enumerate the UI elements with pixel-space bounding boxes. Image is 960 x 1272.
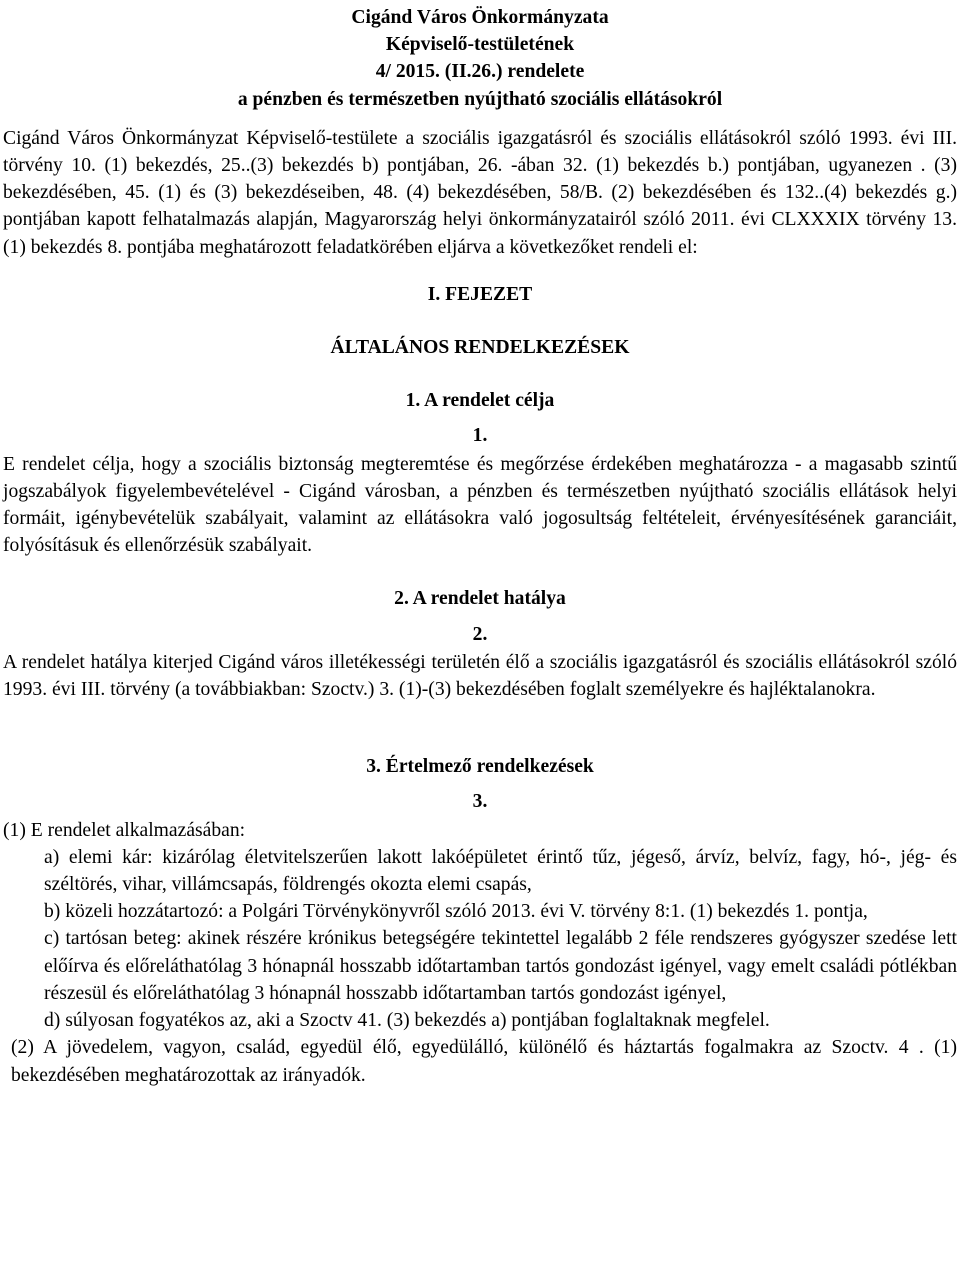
definition-item-b: b) közeli hozzátartozó: a Polgári Törvénykönyvről szóló 2013. évi V. törvény 8:1. (1) bekezdés 1. pontja, bbox=[44, 901, 868, 923]
header-municipality: Cigánd Város Önkormányzata bbox=[351, 7, 609, 28]
section-3-paragraph-2: (2) A jövedelem, vagyon, család, egyedül élő, egyedülálló, különélő és háztartás fogalmakra az Szoctv. 4 . (1) bekezdésében meghatározottak az irányadók. bbox=[11, 1037, 957, 1086]
definition-item-d: d) súlyosan fogyatékos az, aki a Szoctv 41. (3) bekezdés a) pontjában foglaltaknak megfelel. bbox=[44, 1010, 770, 1032]
section-2-text: A rendelet hatálya kiterjed Cigánd város illetékességi területén élő a szociális igazgatásról és szociális ellátásokról szóló 1993. évi III. törvény (a továbbiakban: Szoctv.) 3. (1)-(3) bekezdésében foglalt személyekre és hajléktalanokra. bbox=[3, 651, 957, 701]
header-body: Képviselő-testületének bbox=[385, 34, 575, 56]
document-page bbox=[3, 4, 957, 1089]
chapter-title: ÁLTALÁNOS RENDELKEZÉSEK bbox=[330, 337, 630, 359]
chapter-number: I. FEJEZET bbox=[427, 283, 533, 305]
definition-list bbox=[3, 844, 957, 1034]
section-3-title: 3. Értelmező rendelkezések bbox=[366, 756, 594, 778]
section-3-intro: (1) E rendelet alkalmazásában: bbox=[3, 819, 246, 841]
definition-item-c: c) tartósan beteg: akinek részére krónikus betegségére tekintettel legalább 2 féle rendszeres gyógyszer szedése lett előírva és előreláthatólag 3 hónapnál hosszabb időtartamban tartós gondozást igényel, vagy emelt családi pótlékban részesül és előreláthatólag 3 hónapnál hosszabb időtartamban tartós gondozást igényel, bbox=[44, 928, 957, 1004]
section-1-title: 1. A rendelet célja bbox=[405, 390, 555, 412]
section-1-number: 1. bbox=[472, 425, 488, 447]
header-decree-title: a pénzben és természetben nyújtható szociális ellátásokról bbox=[237, 88, 723, 110]
section-3-number: 3. bbox=[472, 791, 488, 813]
section-2-title: 2. A rendelet hatálya bbox=[394, 588, 566, 610]
header-decree-number: 4/ 2015. (II.26.) rendelete bbox=[375, 61, 585, 83]
document-header bbox=[3, 4, 957, 113]
section-1-text: E rendelet célja, hogy a szociális biztonság megteremtése és megőrzése érdekében meghatározza - a magasabb szintű jogszabályok figyelembevételével - Cigánd városban, a pénzben és természetben nyújtható szociális ellátások helyi formáit, igénybevételük szabályait, valamint az ellátásokra való jogosultság feltételeit, érvényesítésének garanciáit, folyósításuk és ellenőrzésük szabályait. bbox=[3, 453, 957, 557]
preamble-paragraph: Cigánd Város Önkormányzat Képviselő-testülete a szociális igazgatásról és szociális ellátásokról szóló 1993. évi III. törvény 10. (1) bekezdés, 25..(3) bekezdés b) pontjában, 26. -ában 32. (1) bekezdés b.) pontjában, ugyanezen . (3) bekezdésében, 45. (1) és (3) bekezdéseiben, 48. (4) bekezdésében, 58/B. (2) bekezdésében és 132..(4) bekezdés g.) pontjában kapott felhatalmazás alapján, Magyarország helyi önkormányzatairól szóló 2011. évi CLXXXIX törvény 13. (1) bekezdés 8. pontjába meghatározott feladatkörében eljárva a következőket rendeli el: bbox=[3, 127, 957, 258]
section-2-number: 2. bbox=[472, 623, 488, 645]
definition-item-a: a) elemi kár: kizárólag életvitelszerűen lakott lakóépületet érintő tűz, jégeső, árvíz, belvíz, fagy, hó-, jég- és széltörés, vihar, villámcsapás, földrengés okozta elemi csapás, bbox=[44, 846, 957, 896]
